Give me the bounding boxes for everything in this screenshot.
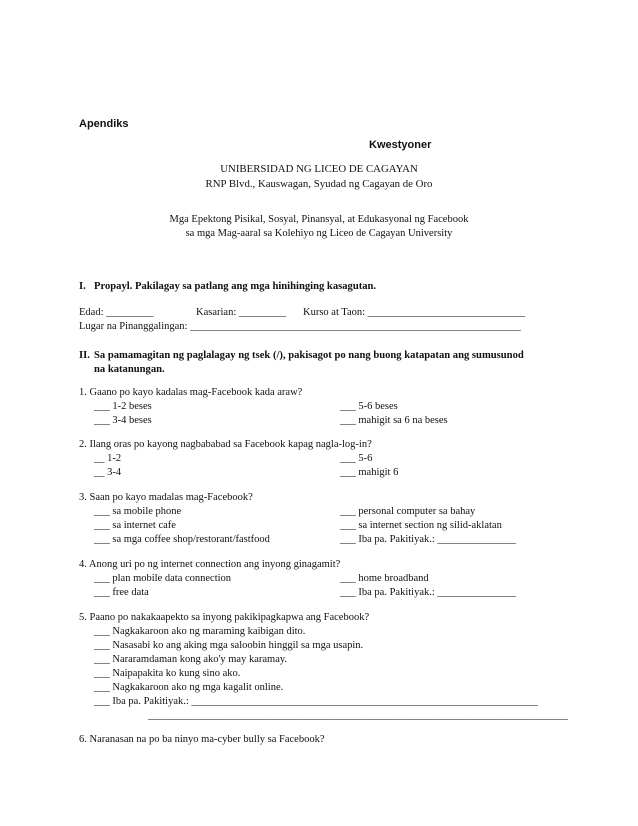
university-name: UNIBERSIDAD NG LICEO DE CAGAYAN: [220, 163, 418, 175]
gender-field[interactable]: Kasarian: _________: [196, 307, 287, 318]
q5-option-online-enemies[interactable]: ___ Nagkakaroon ako ng mga kagalit online.: [94, 682, 284, 693]
q5-option-other[interactable]: ___ Iba pa. Pakitiyak.: __________________________________________________________________: [94, 696, 538, 707]
q3-option-coffee-shop[interactable]: ___ sa mga coffee shop/restorant/fastfood: [94, 534, 270, 545]
section-1-number: I.: [79, 281, 86, 292]
q3-option-home-pc[interactable]: ___ personal computer sa bahay: [340, 506, 476, 517]
section-2-heading-line-2: na katanungan.: [94, 364, 165, 375]
study-title-line-2: sa mga Mag-aaral sa Kolehiyo ng Liceo de Cagayan University: [185, 228, 453, 239]
q3-option-mobile[interactable]: ___ sa mobile phone: [94, 506, 182, 517]
q5-option-self-expression[interactable]: ___ Naipapakita ko kung sino ako.: [94, 668, 241, 679]
form-title: Kwestyoner: [369, 139, 432, 151]
q1-option-3-4[interactable]: ___ 3-4 beses: [94, 415, 152, 426]
q2-option-5-6[interactable]: ___ 5-6: [340, 453, 373, 464]
q4-option-home-broadband[interactable]: ___ home broadband: [340, 573, 429, 584]
q5-option-support[interactable]: ___ Nararamdaman kong ako'y may karamay.: [94, 654, 288, 665]
q1-option-more-6[interactable]: ___ mahigit sa 6 na beses: [340, 415, 448, 426]
course-year-field[interactable]: Kurso at Taon: ______________________________: [303, 307, 526, 318]
question-6: 6. Naranasan na po ba ninyo ma-cyber bully sa Facebook?: [79, 734, 325, 745]
q4-option-other[interactable]: ___ Iba pa. Pakitiyak.: _______________: [340, 587, 517, 598]
section-1-heading: Propayl. Pakilagay sa patlang ang mga hinihinging kasagutan.: [94, 281, 377, 292]
study-title-line-1: Mga Epektong Pisikal, Sosyal, Pinansyal, at Edukasyonal ng Facebook: [169, 214, 469, 225]
origin-field[interactable]: Lugar na Pinanggalingan: _______________________________________________________________: [79, 321, 521, 332]
university-address: RNP Blvd., Kauswagan, Syudad ng Cagayan de Oro: [205, 178, 433, 190]
question-4: 4. Anong uri po ng internet connection ang inyong ginagamit?: [79, 559, 341, 570]
q3-option-other[interactable]: ___ Iba pa. Pakitiyak.: _______________: [340, 534, 517, 545]
q4-option-mobile-data[interactable]: ___ plan mobile data connection: [94, 573, 232, 584]
q1-option-5-6[interactable]: ___ 5-6 beses: [340, 401, 398, 412]
q3-option-internet-cafe[interactable]: ___ sa internet cafe: [94, 520, 176, 531]
appendix-label: Apendiks: [79, 118, 129, 130]
question-3: 3. Saan po kayo madalas mag-Facebook?: [79, 492, 253, 503]
q2-option-3-4[interactable]: __ 3-4: [94, 467, 122, 478]
question-5: 5. Paano po nakakaapekto sa inyong pakikipagkapwa ang Facebook?: [79, 612, 370, 623]
q3-option-library[interactable]: ___ sa internet section ng silid-aklatan: [340, 520, 502, 531]
age-field[interactable]: Edad: _________: [79, 307, 154, 318]
q5-option-friends[interactable]: ___ Nagkakaroon ako ng maraming kaibigan dito.: [94, 626, 306, 637]
q4-option-free-data[interactable]: ___ free data: [94, 587, 149, 598]
q1-option-1-2[interactable]: ___ 1-2 beses: [94, 401, 152, 412]
section-2-number: II.: [79, 350, 90, 361]
section-2-heading-line-1: Sa pamamagitan ng paglalagay ng tsek (/), pakisagot po nang buong katapatan ang sumusunod: [94, 350, 524, 361]
question-2: 2. Ilang oras po kayong nagbababad sa Facebook kapag nagla-log-in?: [79, 439, 372, 450]
q2-option-1-2[interactable]: __ 1-2: [94, 453, 122, 464]
q2-option-more-6[interactable]: ___ mahigit 6: [340, 467, 399, 478]
question-1: 1. Gaano po kayo kadalas mag-Facebook kada araw?: [79, 387, 303, 398]
q5-other-continuation-line[interactable]: ________________________________________________________________________________: [148, 710, 568, 721]
q5-option-opinions[interactable]: ___ Nasasabi ko ang aking mga saloobin hinggil sa mga usapin.: [94, 640, 364, 651]
